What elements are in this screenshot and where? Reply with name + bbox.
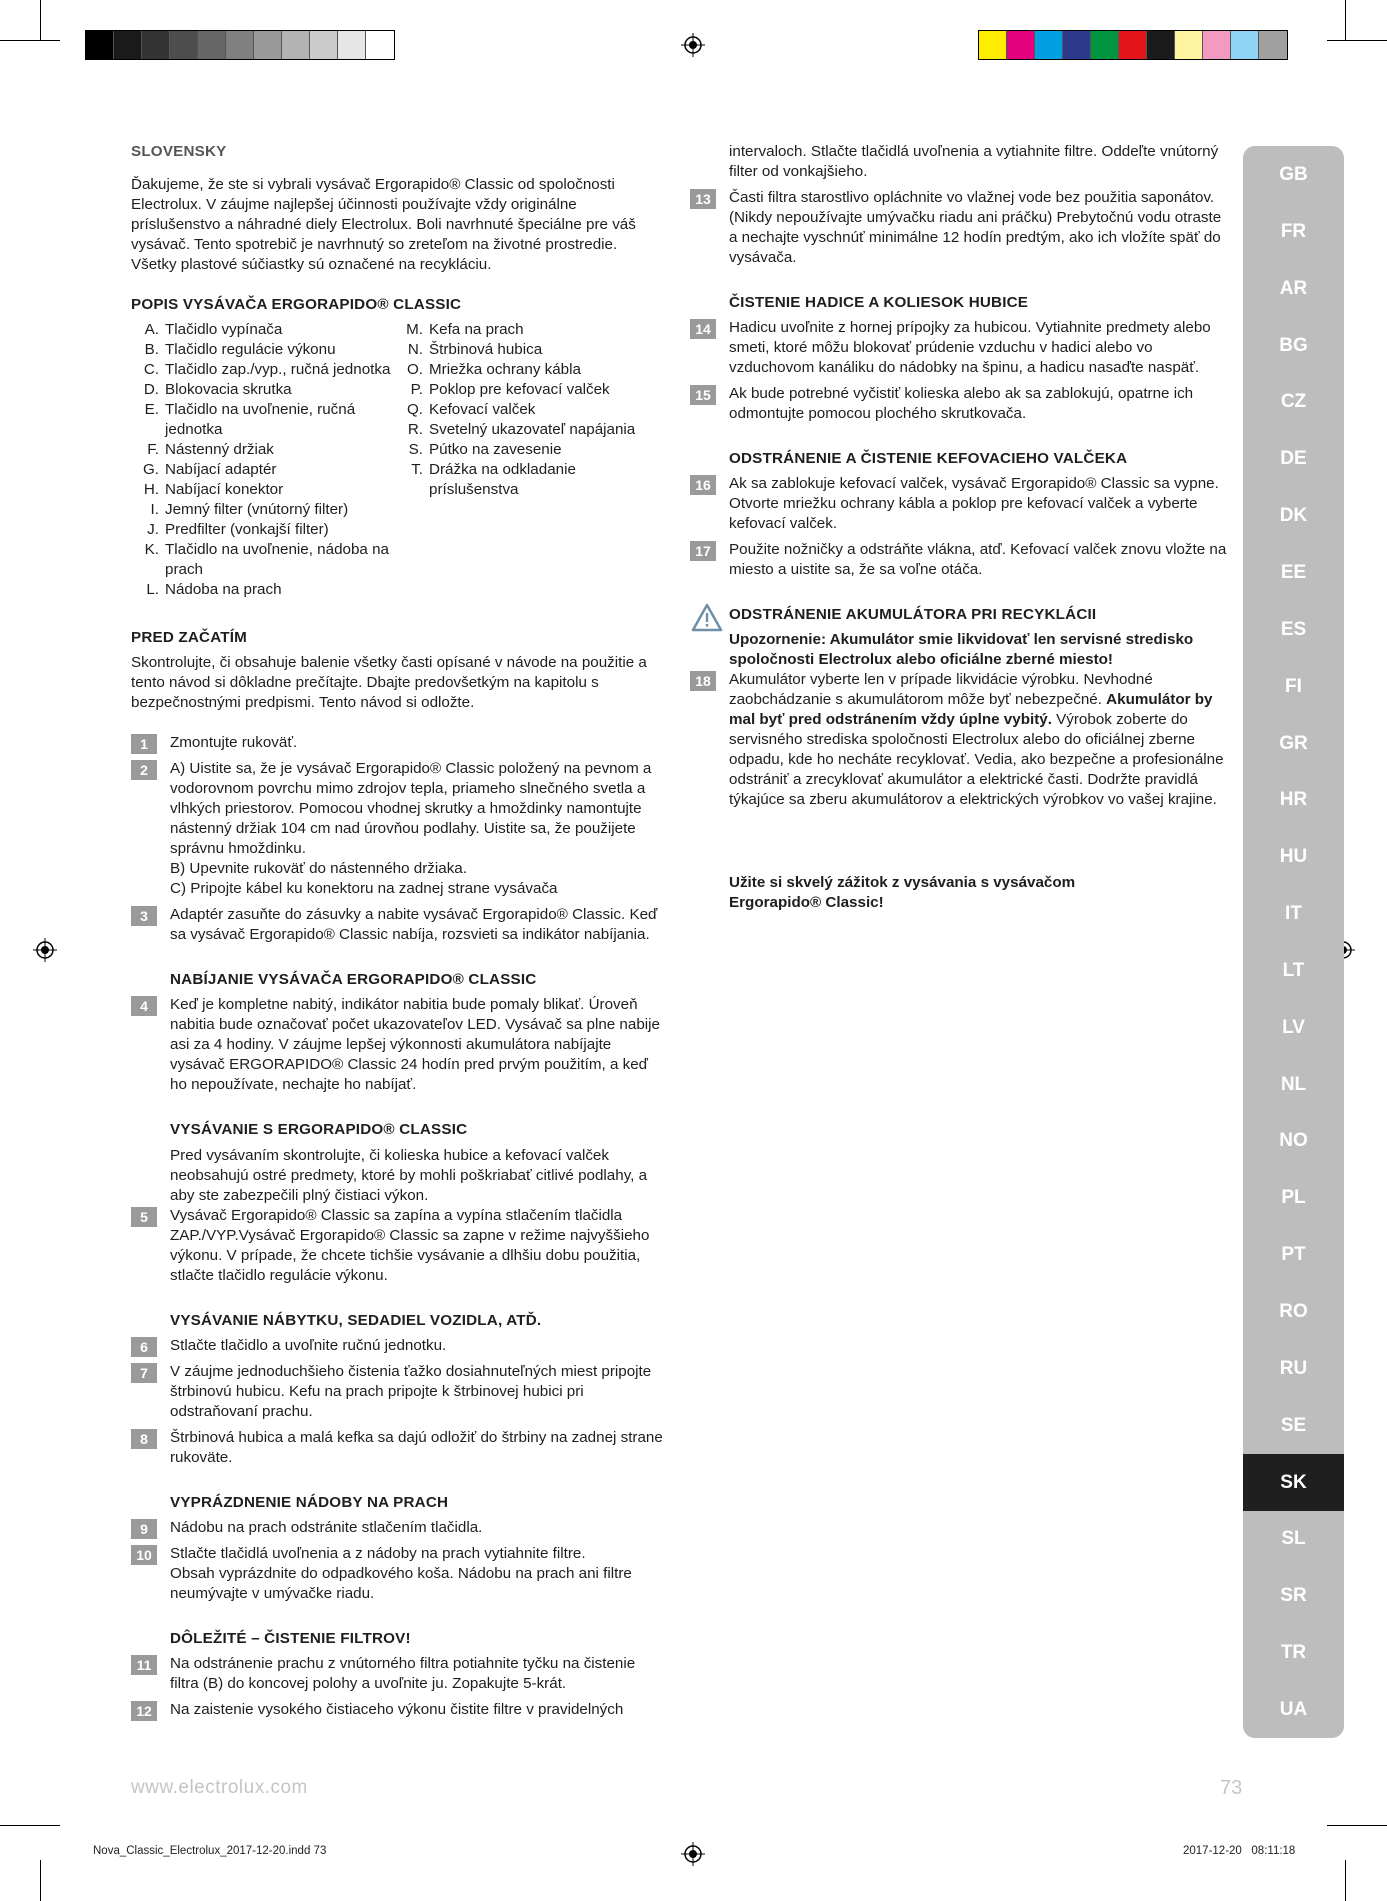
part-item	[399, 360, 649, 380]
continued-text: intervaloch. Stlačte tlačidlá uvoľnenia a vytiahnite filtre. Oddeľte vnútorný filter od vonkajšieho.	[729, 143, 1219, 180]
page-number: 73	[1220, 1777, 1243, 1799]
color-swatch	[198, 31, 226, 59]
registration-mark-icon	[681, 33, 705, 57]
language-tab-pl[interactable]: PL	[1281, 1187, 1306, 1209]
cmyk-color-bar	[978, 30, 1288, 60]
crop-mark	[40, 1860, 41, 1901]
part-item	[135, 460, 395, 480]
step-number: 2	[131, 760, 157, 780]
part-letter: D.	[143, 381, 159, 398]
part-letter: F.	[147, 441, 159, 458]
language-tab-gb[interactable]: GB	[1279, 164, 1308, 185]
part-letter: I.	[150, 501, 159, 518]
crop-mark	[1327, 1825, 1387, 1826]
crop-mark	[1345, 0, 1346, 40]
language-tab-it[interactable]: IT	[1285, 903, 1302, 925]
part-letter: P.	[410, 381, 423, 398]
color-swatch	[979, 31, 1007, 59]
language-tab-bg[interactable]: BG	[1279, 334, 1308, 356]
color-swatch	[142, 31, 170, 59]
step-number: 8	[131, 1429, 157, 1449]
part-letter: N.	[407, 341, 423, 358]
slug-filename: Nova_Classic_Electrolux_2017-12-20.indd 73	[93, 1845, 327, 1857]
crop-mark	[0, 40, 60, 41]
step-text: Hadicu uvoľnite z hornej prípojky za hubicou. Vytiahnite predmety alebo smeti, ktoré môžu blokovať prúdenie vzduchu v hadici alebo vo vzduchovom kanáliku do nádobky na špinu, a hadicu nasaďte naspäť.	[729, 319, 1211, 376]
part-letter: C.	[143, 361, 159, 378]
battery-warning: Upozornenie: Akumulátor smie likvidovať len servisné stredisko spoločnosti Electrolux alebo oficiálne zberné miesto!	[729, 631, 1194, 668]
part-label: Tlačidlo vypínača	[165, 321, 283, 338]
part-letter: Q.	[406, 401, 423, 418]
section-title: VYSÁVANIE S ERGORAPIDO® CLASSIC	[170, 1121, 468, 1138]
color-swatch	[170, 31, 198, 59]
part-letter: L.	[146, 581, 159, 598]
part-item	[135, 440, 395, 460]
step-text: C) Pripojte kábel ku konektoru na zadnej strane vysávača	[170, 880, 558, 897]
color-swatch	[310, 31, 338, 59]
language-tab-fi[interactable]: FI	[1285, 675, 1302, 697]
language-tab-dk[interactable]: DK	[1279, 505, 1308, 527]
battery-section	[690, 605, 1228, 670]
part-label: Štrbinová hubica	[429, 341, 543, 358]
part-letter: T.	[411, 461, 423, 478]
right-column	[690, 142, 1228, 913]
color-swatch	[114, 31, 142, 59]
part-label: Drážka na odkladanie príslušenstva	[429, 461, 576, 498]
step-text-bold: Akumulátor by mal byť pred odstránením vždy úplne vybitý.	[729, 691, 1213, 728]
color-swatch	[282, 31, 310, 59]
section-title: DÔLEŽITÉ – ČISTENIE FILTROV!	[170, 1630, 411, 1647]
footer-url[interactable]: www.electrolux.com	[131, 1777, 308, 1798]
gray-color-bar	[85, 30, 395, 60]
step-text: A) Uistite sa, že je vysávač Ergorapido® Classic položený na pevnom a vodorovnom povrchu mimo zdrojov tepla, priameho slnečného svetla a vlhkých priestorov. Pomocou vhodnej skrutky a hmoždinky namontujte nástenný držiak 104 cm nad úrovňou podlahy. Uistite sa, že použijete správnu hmoždinku.	[170, 760, 652, 857]
before-text: Skontrolujte, či obsahuje balenie všetky časti opísané v návode na použitie a tento návod si dôkladne prečítajte. Dbajte predovšetkým na kapitolu s bezpečnostnými predpismi. Tento návod si odložte.	[131, 654, 647, 711]
part-item	[399, 380, 649, 400]
language-tab-sl[interactable]: SL	[1281, 1528, 1306, 1550]
part-letter: O.	[406, 361, 423, 378]
section-title: VYSÁVANIE NÁBYTKU, SEDADIEL VOZIDLA, ATĎ.	[170, 1312, 542, 1329]
section-title: POPIS VYSÁVAČA ERGORAPIDO® CLASSIC	[131, 296, 462, 313]
step-number: 12	[131, 1701, 157, 1721]
step-text: V záujme jednoduchšieho čistenia ťažko dosiahnuteľných miest pripojte štrbinovú hubicu. Kefu na prach pripojte k štrbinovej hubici pri odstraňovaní prachu.	[170, 1363, 652, 1420]
step-text: Zmontujte rukoväť.	[170, 734, 298, 751]
part-item	[135, 380, 395, 400]
section-title: PRED ZAČATÍM	[131, 629, 248, 646]
step-15	[690, 384, 1228, 424]
color-swatch	[1231, 31, 1259, 59]
step-6	[131, 1336, 666, 1356]
part-item	[399, 400, 649, 420]
part-label: Nástenný držiak	[165, 441, 274, 458]
step-text: B) Upevnite rukoväť do nástenného držiaka.	[170, 860, 467, 877]
step-14	[690, 318, 1228, 378]
language-tab-lv[interactable]: LV	[1282, 1016, 1305, 1038]
step-text: Na odstránenie prachu z vnútorného filtra potiahnite tyčku na čistenie filtra (B) do koncovej polohy a uvoľnite ju. Zopakujte 5-krát.	[170, 1655, 636, 1692]
color-swatch	[1007, 31, 1035, 59]
part-item	[135, 400, 395, 440]
step-number: 10	[131, 1545, 157, 1565]
step-text: Stlačte tlačidlo a uvoľnite ručnú jednotku.	[170, 1337, 447, 1354]
step-number: 3	[131, 906, 157, 926]
part-label: Pútko na zavesenie	[429, 441, 562, 458]
registration-mark-icon	[33, 938, 57, 962]
part-item	[135, 320, 395, 340]
section-title: ODSTRÁNENIE A ČISTENIE KEFOVACIEHO VALČEKA	[729, 450, 1128, 467]
language-tab-sk[interactable]: SK	[1243, 1454, 1344, 1511]
parts-list-col2	[399, 320, 649, 600]
step-number: 1	[131, 734, 157, 754]
part-item	[135, 500, 395, 520]
step-text: Ak bude potrebné vyčistiť kolieska alebo ak sa zablokujú, opatrne ich odmontujte pomocou plochého skrutkovača.	[729, 385, 1194, 422]
step-number: 15	[690, 385, 716, 405]
color-swatch	[366, 31, 394, 59]
part-item	[135, 480, 395, 500]
step-10	[131, 1544, 666, 1604]
step-text: Použite nožničky a odstráňte vlákna, atď. Kefovací valček znovu vložte na miesto a uistite sa, že sa voľne otáča.	[729, 541, 1227, 578]
step-text: Keď je kompletne nabitý, indikátor nabitia bude pomaly blikať. Úroveň nabitia bude označovať počet ukazovateľov LED. Vysávač sa plne nabije asi za 4 hodiny. V záujme lepšej výkonnosti akumulátora nabíjajte vysávač ERGORAPIDO® Classic 24 hodín pred prvým použitím, a keď ho nepoužívate, nechajte ho nabíjať.	[170, 996, 660, 1093]
language-tab-sr[interactable]: SR	[1280, 1585, 1307, 1607]
part-item	[135, 580, 395, 600]
section-title: VYPRÁZDNENIE NÁDOBY NA PRACH	[170, 1494, 449, 1511]
step-3	[131, 905, 666, 945]
part-label: Nabíjací konektor	[165, 481, 284, 498]
language-tab-fr[interactable]: FR	[1280, 220, 1307, 242]
section-title: ODSTRÁNENIE AKUMULÁTORA PRI RECYKLÁCII	[729, 606, 1097, 623]
language-tab-gr[interactable]: GR	[1279, 732, 1308, 754]
language-tab-ru[interactable]: RU	[1279, 1357, 1308, 1379]
part-letter: R.	[407, 421, 423, 438]
step-2	[131, 759, 666, 899]
language-tab-es[interactable]: ES	[1280, 618, 1307, 640]
warning-icon	[691, 603, 723, 632]
step-text-part: Akumulátor vyberte len v prípade likvidácie výrobku. Nevhodné zaobchádzanie s akumulátorom môže byť nebezpečné.	[729, 671, 1153, 708]
step-16	[690, 474, 1228, 534]
color-swatch	[1035, 31, 1063, 59]
step-9	[131, 1518, 666, 1538]
part-letter: B.	[144, 341, 159, 358]
step-text: Vysávač Ergorapido® Classic sa zapína a vypína stlačením tlačidla ZAP./VYP.Vysávač Ergorapido® Classic sa zapne v režime najvyššieho výkonu. V prípade, že chcete tichšie vysávanie a dlhšiu dobu použitia, stlačte tlačidlo regulácie výkonu.	[170, 1207, 650, 1284]
language-tab-tr[interactable]: TR	[1280, 1642, 1307, 1664]
part-item	[399, 320, 649, 340]
part-letter: A.	[144, 321, 159, 338]
color-swatch	[1203, 31, 1231, 59]
slug-date: 2017-12-20 08:11:18	[1183, 1845, 1296, 1857]
color-swatch	[254, 31, 282, 59]
part-item	[135, 360, 395, 380]
step-number: 5	[131, 1207, 157, 1227]
closing-text: Užite si skvelý zážitok z vysávania s vysávačom Ergorapido® Classic!	[729, 874, 1076, 911]
color-swatch	[1259, 31, 1287, 59]
section-title: ČISTENIE HADICE A KOLIESOK HUBICE	[729, 294, 1029, 311]
part-letter: S.	[408, 441, 423, 458]
step-18	[690, 670, 1228, 810]
step-text: Nádobu na prach odstránite stlačením tlačidla.	[170, 1519, 483, 1536]
part-item	[399, 340, 649, 360]
part-label: Predfilter (vonkajší filter)	[165, 521, 329, 538]
step-5	[131, 1206, 666, 1286]
step-7	[131, 1362, 666, 1422]
color-swatch	[1119, 31, 1147, 59]
section-title: NABÍJANIE VYSÁVAČA ERGORAPIDO® CLASSIC	[170, 971, 537, 988]
part-letter: H.	[143, 481, 159, 498]
part-label: Kefovací valček	[429, 401, 536, 418]
step-text: Adaptér zasuňte do zásuvky a nabite vysávač Ergorapido® Classic. Keď sa vysávač Ergorapido® Classic nabíja, rozsvieti sa indikátor nabíjania.	[170, 906, 658, 943]
part-item	[399, 440, 649, 460]
step-text: Obsah vyprázdnite do odpadkového koša. Nádobu na prach ani filtre neumývajte v umývačke riadu.	[170, 1565, 632, 1602]
color-swatch	[1175, 31, 1203, 59]
crop-mark	[1345, 1860, 1346, 1901]
part-label: Poklop pre kefovací valček	[429, 381, 610, 398]
step-number: 17	[690, 541, 716, 561]
step-12	[131, 1700, 666, 1720]
language-tab-no[interactable]: NO	[1279, 1130, 1308, 1152]
part-item	[135, 340, 395, 360]
part-item	[399, 460, 649, 500]
section-title: SLOVENSKY	[131, 143, 227, 160]
language-tab-cz[interactable]: CZ	[1280, 391, 1307, 413]
step-17	[690, 540, 1228, 580]
color-swatch	[86, 31, 114, 59]
part-label: Tlačidlo na uvoľnenie, ručná jednotka	[165, 401, 356, 438]
step-number: 7	[131, 1363, 157, 1383]
part-letter: M.	[406, 321, 423, 338]
step-number: 18	[690, 671, 716, 691]
vac-intro: Pred vysávaním skontrolujte, či kolieska hubice a kefovací valček neobsahujú ostré predmety, ktoré by mohli poškriabať citlivé podlahy, a aby ste zabezpečili plný čistiaci výkon.	[170, 1147, 648, 1204]
step-13	[690, 188, 1228, 268]
part-letter: K.	[144, 541, 159, 558]
part-item	[135, 540, 395, 580]
step-text: Štrbinová hubica a malá kefka sa dajú odložiť do štrbiny na zadnej strane rukoväte.	[170, 1429, 663, 1466]
part-label: Mriežka ochrany kábla	[429, 361, 581, 378]
language-tab-ro[interactable]: RO	[1279, 1301, 1308, 1322]
step-1	[131, 733, 666, 753]
crop-mark	[40, 0, 41, 40]
language-tab-pt[interactable]: PT	[1281, 1244, 1306, 1266]
step-number: 6	[131, 1337, 157, 1357]
parts-list-col1	[135, 320, 395, 600]
registration-mark-icon	[681, 1842, 705, 1866]
part-label: Tlačidlo na uvoľnenie, nádoba na prach	[165, 541, 389, 578]
part-label: Svetelný ukazovateľ napájania	[429, 421, 636, 438]
step-number: 14	[690, 319, 716, 339]
intro-text: Ďakujeme, že ste si vybrali vysávač Ergorapido® Classic od spoločnosti Electrolux. V záujme najlepšej účinnosti používajte vždy originálne príslušenstvo a náhradné diely Electrolux. Boli navrhnuté špeciálne pre váš vysávač. Tento spotrebič je navrhnutý so zreteľom na životné prostredie. Všetky plastové súčiastky sú označené na recykláciu.	[131, 176, 636, 273]
step-text-part: Výrobok zoberte do servisného strediska spoločnosti Electrolux alebo do oficiálnej zberne odpadu, kde ho necháte recyklovať. Vedia, ako bezpečne a profesionálne odstrániť a zrecyklovať akumulátor a elektrické časti. Dodržte pravidlá týkajúce sa zberu akumulátorov a elektrických výrobkov vo vašej krajine.	[729, 711, 1224, 808]
step-text: Na zaistenie vysokého čistiaceho výkonu čistite filtre v pravidelných	[170, 1701, 624, 1718]
language-tab-hu[interactable]: HU	[1279, 846, 1308, 868]
step-number: 4	[131, 996, 157, 1016]
language-tab-se[interactable]: SE	[1280, 1414, 1307, 1436]
language-tab-ua[interactable]: UA	[1279, 1698, 1308, 1720]
step-text: Stlačte tlačidlá uvoľnenia a z nádoby na prach vytiahnite filtre.	[170, 1545, 586, 1562]
part-letter: J.	[147, 521, 159, 538]
language-tab-nl[interactable]: NL	[1280, 1073, 1307, 1095]
part-item	[135, 520, 395, 540]
part-letter: G.	[142, 461, 159, 478]
step-number: 9	[131, 1519, 157, 1539]
step-8	[131, 1428, 666, 1468]
step-11	[131, 1654, 666, 1694]
language-tab-de[interactable]: DE	[1280, 448, 1307, 470]
part-label: Tlačidlo regulácie výkonu	[165, 341, 336, 358]
step-number: 13	[690, 189, 716, 209]
part-label: Kefa na prach	[429, 321, 524, 338]
part-letter: E.	[144, 401, 159, 418]
language-tab-hr[interactable]: HR	[1279, 789, 1308, 811]
part-label: Blokovacia skrutka	[165, 381, 292, 398]
language-tab-ar[interactable]: AR	[1279, 277, 1308, 299]
parts-list	[131, 320, 666, 600]
step-text	[729, 670, 1228, 810]
step-number: 11	[131, 1655, 157, 1675]
part-label: Tlačidlo zap./vyp., ručná jednotka	[165, 361, 391, 378]
color-swatch	[226, 31, 254, 59]
color-swatch	[1091, 31, 1119, 59]
crop-mark	[1327, 40, 1387, 41]
color-swatch	[1063, 31, 1091, 59]
step-4	[131, 995, 666, 1095]
step-text: Časti filtra starostlivo opláchnite vo vlažnej vode bez použitia saponátov. (Nikdy nepoužívajte umývačku riadu ani práčku) Prebytočnú vodu otraste a nechajte vyschnúť minimálne 12 hodín predtým, ako ich vložíte späť do vysávača.	[729, 189, 1222, 266]
language-tab-ee[interactable]: EE	[1280, 561, 1307, 583]
color-swatch	[338, 31, 366, 59]
part-label: Nádoba na prach	[165, 581, 282, 598]
color-swatch	[1147, 31, 1175, 59]
part-label: Jemný filter (vnútorný filter)	[165, 501, 349, 518]
step-number: 16	[690, 475, 716, 495]
left-column	[131, 142, 666, 1720]
part-item	[399, 420, 649, 440]
part-label: Nabíjací adaptér	[165, 461, 277, 478]
language-tab-lt[interactable]: LT	[1282, 959, 1305, 981]
step-text: Ak sa zablokuje kefovací valček, vysávač Ergorapido® Classic sa vypne. Otvorte mriežku ochrany kábla a poklop pre kefovací valček a vyberte kefovací valček.	[729, 475, 1219, 532]
crop-mark	[0, 1825, 60, 1826]
